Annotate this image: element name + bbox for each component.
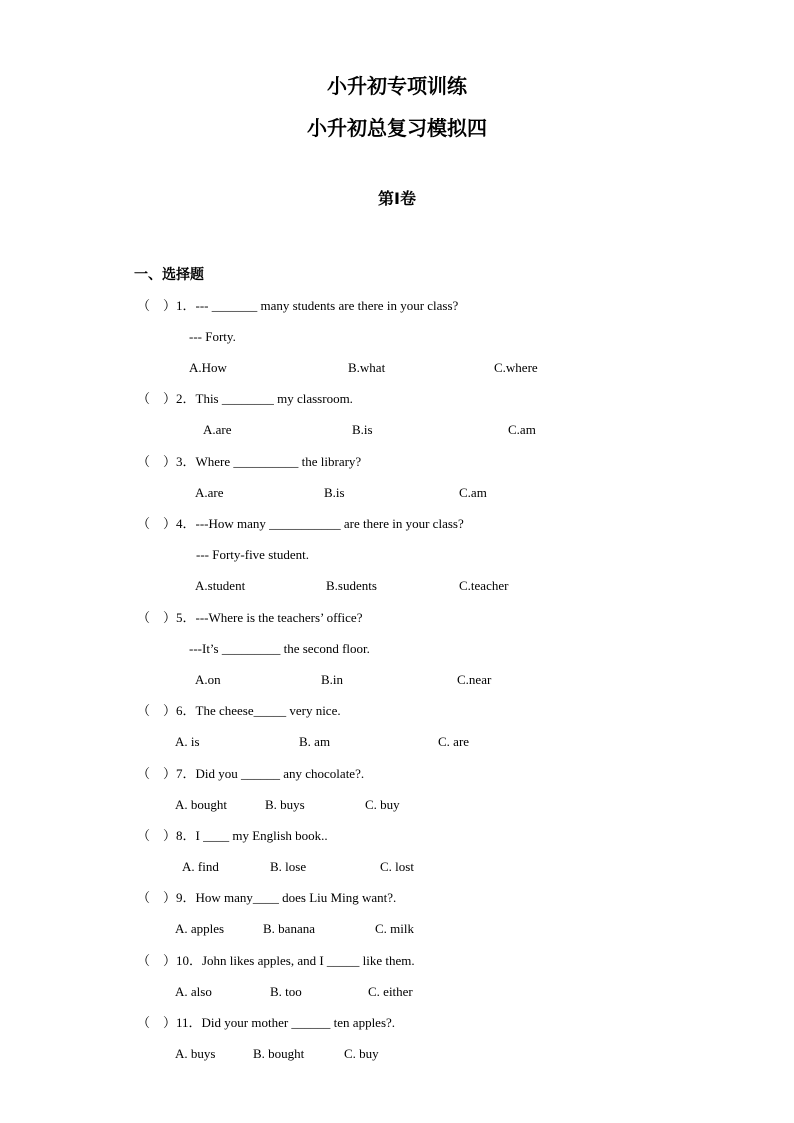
question-3-option-b: B.is <box>324 485 345 500</box>
question-9-option-b: B. banana <box>263 921 315 936</box>
question-6-option-c: C. are <box>438 734 470 749</box>
question-9-stem: （ ）9．How many____ does Liu Ming want?. <box>137 890 397 905</box>
question-4-option-a: A.student <box>195 578 246 593</box>
question-2-stem: （ ）2．This ________ my classroom. <box>137 391 353 406</box>
question-5-sub: ---It’s _________ the second floor. <box>189 641 370 656</box>
question-7-option-c: C. buy <box>365 797 400 812</box>
question-5-stem: （ ）5．---Where is the teachers’ office? <box>137 610 363 625</box>
question-6-stem: （ ）6．The cheese_____ very nice. <box>137 703 341 718</box>
question-1-option-b: B.what <box>348 360 386 375</box>
question-3-stem: （ ）3．Where __________ the library? <box>137 454 362 469</box>
question-10-option-a: A. also <box>175 984 212 999</box>
question-10-option-b: B. too <box>270 984 302 999</box>
question-4-option-b: B.sudents <box>326 578 377 593</box>
question-4-option-c: C.teacher <box>459 578 509 593</box>
question-2-option-a: A.are <box>203 422 232 437</box>
question-11-option-b: B. bought <box>253 1046 305 1061</box>
question-5-option-b: B.in <box>321 672 344 687</box>
question-2-option-c: C.am <box>508 422 536 437</box>
page-subtitle: 小升初总复习模拟四 <box>307 116 487 140</box>
question-3-option-a: A.are <box>195 485 224 500</box>
question-8-option-c: C. lost <box>380 859 414 874</box>
question-3-option-c: C.am <box>459 485 487 500</box>
question-10-option-c: C. either <box>368 984 413 999</box>
question-4-sub: --- Forty-five student. <box>196 547 310 562</box>
question-1-sub: --- Forty. <box>189 329 236 344</box>
section-heading: 一、选择题 <box>134 267 204 283</box>
question-1-option-a: A.How <box>189 360 227 375</box>
question-8-stem: （ ）8．I ____ my English book.. <box>137 828 328 843</box>
question-1-stem: （ ）1．--- _______ many students are there in your class? <box>137 298 459 313</box>
question-8-option-b: B. lose <box>270 859 307 874</box>
question-5-option-a: A.on <box>195 672 221 687</box>
question-6-option-b: B. am <box>299 734 331 749</box>
question-9-option-a: A. apples <box>175 921 225 936</box>
question-2-option-b: B.is <box>352 422 373 437</box>
volume-heading: 第I卷 <box>378 189 416 208</box>
question-8-option-a: A. find <box>182 859 219 874</box>
question-7-stem: （ ）7．Did you ______ any chocolate?. <box>137 766 365 781</box>
question-6-option-a: A. is <box>175 734 200 749</box>
question-1-option-c: C.where <box>494 360 538 375</box>
question-4-stem: （ ）4．---How many ___________ are there in your class? <box>137 516 464 531</box>
page-title: 小升初专项训练 <box>327 74 467 98</box>
question-5-option-c: C.near <box>457 672 492 687</box>
question-9-option-c: C. milk <box>375 921 415 936</box>
question-7-option-a: A. bought <box>175 797 227 812</box>
question-11-option-a: A. buys <box>175 1046 216 1061</box>
question-7-option-b: B. buys <box>265 797 305 812</box>
question-10-stem: （ ）10．John likes apples, and I _____ like them. <box>137 953 415 968</box>
question-11-option-c: C. buy <box>344 1046 379 1061</box>
question-11-stem: （ ）11．Did your mother ______ ten apples?. <box>137 1015 396 1030</box>
